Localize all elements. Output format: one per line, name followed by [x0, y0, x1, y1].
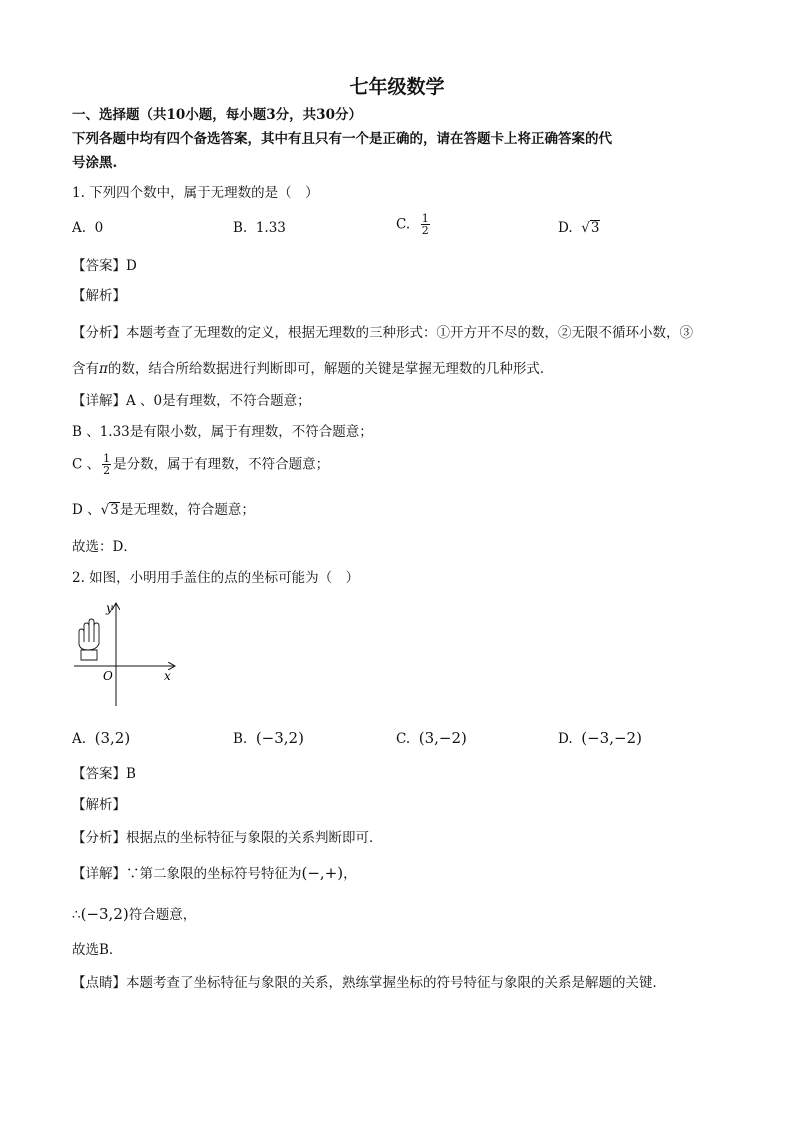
q1-detail-c-pre: C 、	[72, 456, 101, 473]
q1-detail-d	[72, 501, 255, 519]
coordinate-figure	[70, 598, 180, 708]
q2-option-a-letter: A.	[72, 731, 87, 747]
q1-option-c-denominator: 2	[421, 224, 429, 237]
pi-symbol: π	[99, 361, 108, 377]
q1-analysis-line-1: 【分析】本题考查了无理数的定义，根据无理数的三种形式：①开方开不尽的数，②无限不循环小数，③	[72, 325, 693, 341]
q2-option-b-value: (−3,2)	[255, 729, 304, 747]
q1-detail-c-post: 是分数，属于有理数，不符合题意；	[113, 456, 330, 473]
q1-option-d-radicand: 3	[590, 220, 600, 236]
q2-therefore-post: 符合题意，	[128, 907, 197, 923]
q1-option-c-fraction	[421, 213, 430, 236]
therefore-symbol: ∴	[72, 907, 81, 923]
q2-jiexi: 【解析】	[72, 797, 126, 813]
q1-option-a-value: 0	[94, 220, 104, 236]
q1-detail-c-fraction	[102, 453, 111, 476]
coordinate-axes	[70, 598, 180, 708]
q2-option-c	[396, 729, 467, 748]
q1-option-d-sqrt: √3	[581, 220, 600, 236]
x-axis-label: x	[164, 669, 171, 683]
q1-stem: 1. 下列四个数中，属于无理数的是（ ）	[72, 185, 319, 201]
q1-detail-b: B 、1.33是有限小数，属于有理数，不符合题意；	[72, 424, 373, 440]
q1-detail-c-numerator: 1	[103, 452, 111, 465]
hand-icon	[79, 619, 99, 660]
instruction-line-2: 号涂黑.	[72, 155, 118, 171]
q1-detail-d-pre: D 、	[72, 502, 101, 518]
q2-therefore-math: (−3,2)	[80, 905, 129, 923]
section-heading: 一、选择题（共10小题，每小题3分，共30分）	[72, 107, 362, 123]
q2-answer: 【答案】B	[72, 766, 136, 782]
q1-option-d	[558, 219, 600, 237]
q2-detail-math: (−,+)	[301, 864, 344, 882]
origin-label: O	[103, 669, 113, 683]
q2-option-a-value: (3,2)	[94, 729, 131, 747]
q2-option-d-letter: D.	[558, 731, 573, 747]
q1-option-a	[72, 219, 103, 237]
q1-option-d-letter: D.	[558, 220, 573, 236]
q2-therefore	[72, 905, 196, 924]
q1-option-c-numerator: 1	[421, 212, 429, 225]
q2-comment: 【点睛】本题考查了坐标特征与象限的关系，熟练掌握坐标的符号特征与象限的关系是解题的关键．	[72, 975, 666, 991]
q2-option-b	[233, 729, 304, 748]
q2-detail-pre: 【详解】∵第二象限的坐标符号特征为	[72, 866, 302, 882]
q1-analysis-post: 的数，结合所给数据进行判断即可，解题的关键是掌握无理数的几种形式．	[107, 361, 554, 377]
y-axis-label: y	[106, 601, 113, 615]
q1-analysis-line-2	[72, 360, 553, 378]
q2-detail	[72, 864, 357, 883]
q1-detail-d-radicand: 3	[110, 502, 119, 518]
q2-analysis: 【分析】根据点的坐标特征与象限的关系判断即可．	[72, 830, 383, 846]
q2-option-d	[558, 729, 642, 748]
q2-stem: 2. 如图，小明用手盖住的点的坐标可能为（ ）	[72, 570, 360, 586]
q1-option-b-value: 1.33	[255, 220, 286, 236]
q2-option-c-value: (3,−2)	[418, 729, 467, 747]
q1-detail-a: 【详解】A 、0是有理数，不符合题意；	[72, 393, 311, 409]
q1-detail-c	[72, 453, 329, 476]
q1-option-a-letter: A.	[72, 220, 87, 236]
q1-choose: 故选：D．	[72, 539, 137, 555]
q1-detail-d-sqrt: √3	[100, 502, 119, 518]
q2-option-c-letter: C.	[396, 731, 411, 747]
q1-detail-c-denominator: 2	[103, 464, 111, 477]
q1-option-b	[233, 219, 286, 237]
q1-answer: 【答案】D	[72, 258, 137, 274]
q2-option-b-letter: B.	[233, 731, 248, 747]
q1-analysis-pre: 含有	[72, 361, 99, 377]
q2-option-d-value: (−3,−2)	[581, 729, 642, 747]
q1-option-c	[396, 213, 432, 236]
q2-choose: 故选B．	[72, 942, 123, 958]
q1-option-c-letter: C.	[396, 216, 411, 233]
q2-detail-post: ，	[343, 866, 357, 882]
instruction-line-1: 下列各题中均有四个备选答案，其中有且只有一个是正确的，请在答题卡上将正确答案的代	[72, 131, 612, 147]
q1-detail-d-post: 是无理数，符合题意；	[119, 502, 255, 518]
q2-option-a	[72, 729, 130, 748]
q1-option-b-letter: B.	[233, 220, 248, 236]
q1-jiexi: 【解析】	[72, 288, 126, 304]
page-title: 七年级数学	[349, 76, 445, 98]
